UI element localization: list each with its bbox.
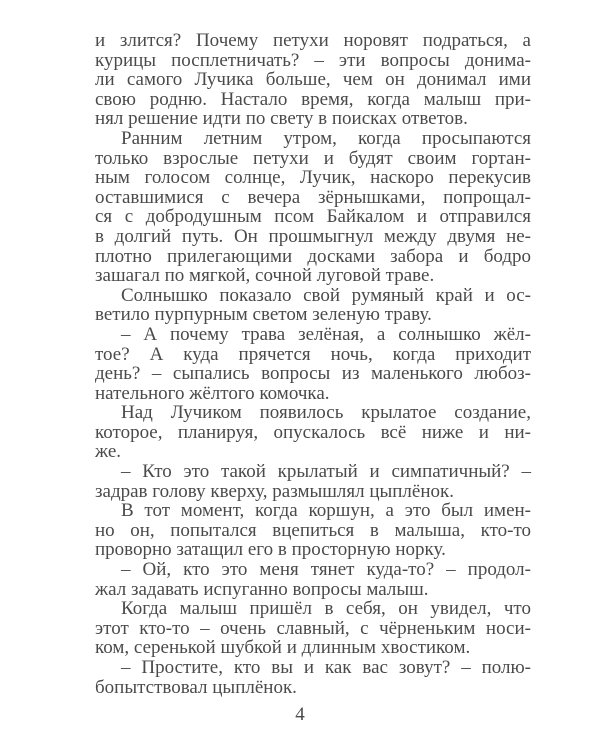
text-line: – Простите, кто вы и как вас зовут? – полю- xyxy=(121,657,531,678)
text-line: Над Лучиком появилось крылатое создание, xyxy=(121,402,531,424)
text-line: же. xyxy=(95,441,122,463)
text-line: ным голосом солнце, Лучик, наскоро перекусив xyxy=(95,167,531,189)
text-line: Ранним летним утром, когда просыпаются xyxy=(121,127,531,149)
text-line: В тот момент, когда коршун, а это был имен- xyxy=(121,500,531,522)
text-line: в долгий путь. Он прошмыгнул между двумя не- xyxy=(95,225,531,247)
text-line: ли самого Лучика больше, чем он донимал ими xyxy=(95,69,531,91)
text-line: и злится? Почему петухи норовят подраться, а xyxy=(95,30,531,51)
text-line: ветило пурпурным светом зеленую траву. xyxy=(95,304,432,326)
text-line: курицы посплетничать? – эти вопросы донима- xyxy=(95,49,531,71)
page-number: 4 xyxy=(295,704,305,725)
text-line: этот кто-то – очень славный, с чёрненьким носи- xyxy=(95,617,531,639)
text-line: ся с добродушным псом Байкалом и отправился xyxy=(95,206,531,228)
text-line: задрав голову кверху, размышлял цыплёнок. xyxy=(95,480,454,502)
text-line: оставшимися с вечера зёрнышками, попрощал- xyxy=(95,186,531,208)
text-line: – Ой, кто это меня тянет куда-то? – продол- xyxy=(121,559,531,581)
page-text xyxy=(95,31,531,697)
text-line: тое? А куда прячется ночь, когда приходит xyxy=(95,343,531,365)
text-line: свою родню. Настало время, когда малыш при- xyxy=(95,88,531,110)
text-line: бопытствовал цыплёнок. xyxy=(95,676,297,698)
text-line: зашагал по мягкой, сочной луговой траве. xyxy=(95,265,435,287)
text-line: нательного жёлтого комочка. xyxy=(95,382,330,404)
text-line: плотно прилегающими досками забора и бодро xyxy=(95,245,531,267)
text-line: ком, серенькой шубкой и длинным хвостиком. xyxy=(95,637,471,659)
text-line: но он, попытался вцепиться в малыша, кто-то xyxy=(95,519,531,541)
text-line: Солнышко показало свой румяный край и ос- xyxy=(121,284,531,306)
text-line: только взрослые петухи и будят своим гортан- xyxy=(95,147,531,169)
text-line: проворно затащил его в просторную норку. xyxy=(95,539,446,561)
text-line: нял решение идти по свету в поисках ответов. xyxy=(95,108,468,130)
text-line: которое, планируя, опускалось всё ниже и ни- xyxy=(95,421,531,443)
text-line: жал задавать испуганно вопросы малыш. xyxy=(95,578,429,600)
text-line: – Кто это такой крылатый и симпатичный? – xyxy=(121,461,531,483)
text-line: Когда малыш пришёл в себя, он увидел, что xyxy=(121,598,531,620)
text-line: день? – сыпались вопросы из маленького любоз- xyxy=(95,363,531,385)
text-line: – А почему трава зелёная, а солнышко жёл- xyxy=(121,323,531,345)
